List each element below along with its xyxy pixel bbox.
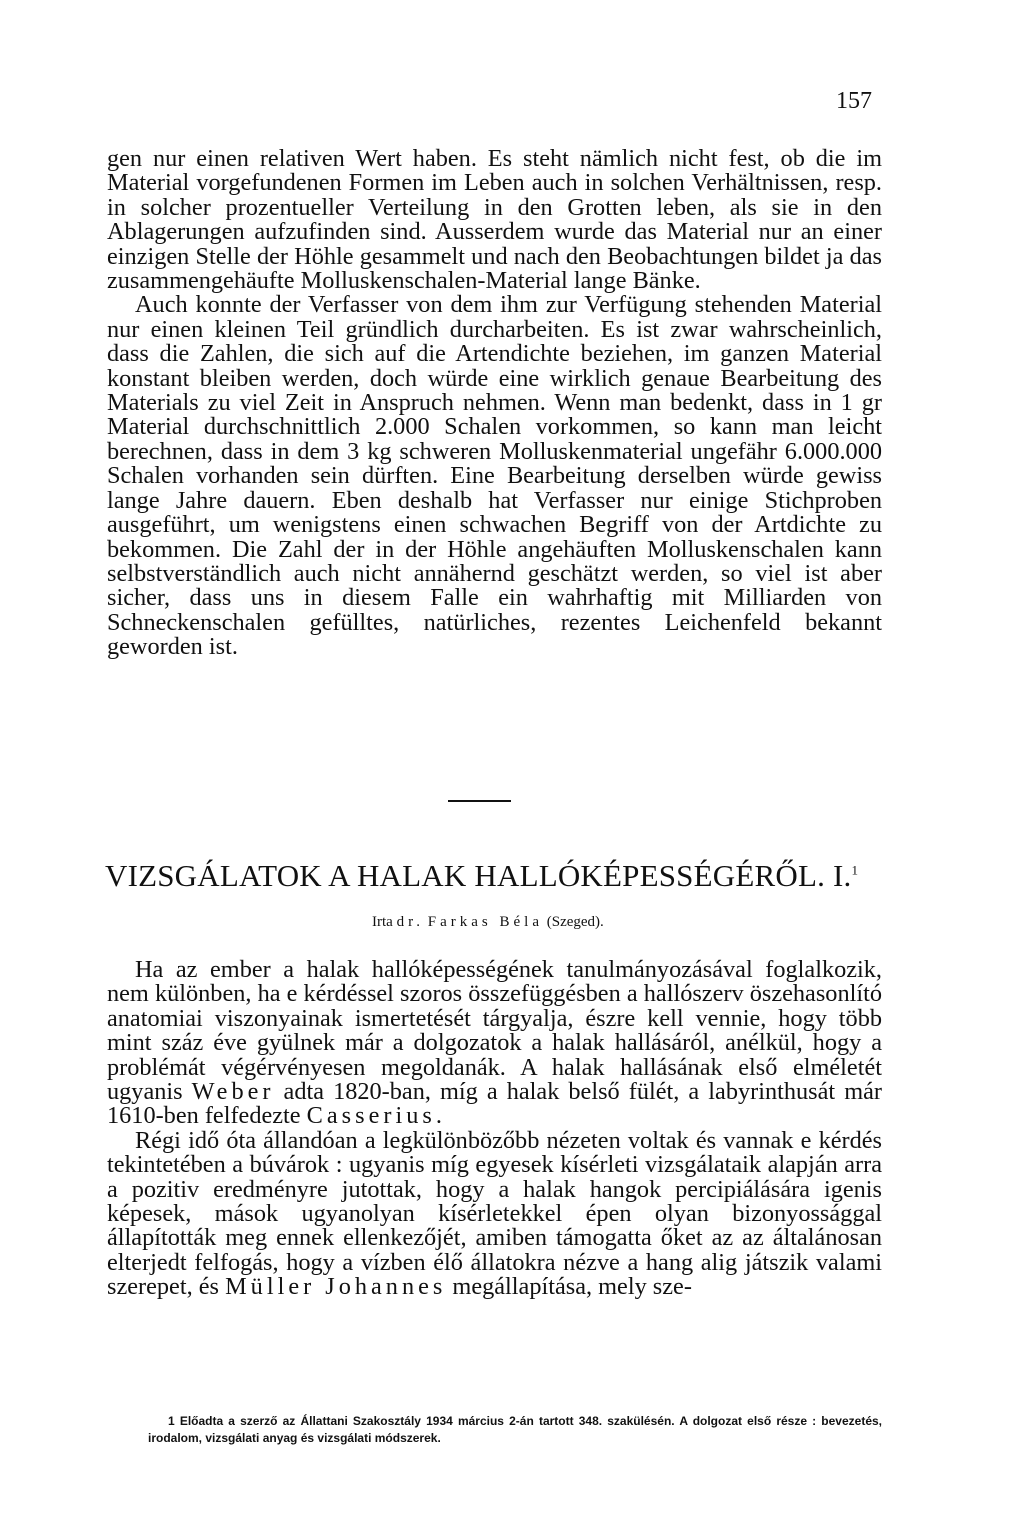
paragraph: Auch konnte der Verfasser von dem ihm zur Verfügung stehenden Material nur einen kleinen Teil gründlich durcharbeiten. Es ist zwar wahrscheinlich, dass die Zahlen, die sich auf die Artendichte beziehen, im ganzen Material konstant bleiben werden, doch würde eine wirklich genaue Bearbeitung des Materials zu viel Zeit in Anspruch nehmen. Wenn man bedenkt, dass in 1 gr Material durchschnittlich 2.000 Schalen vorkommen, so kann man leicht berechnen, dass in dem 3 kg schweren Molluskenmaterial ungefähr 6.000.000 Schalen vorhanden sein dürften. Eine Bearbeitung derselben würde gewiss lange Jahre dauern. Eben deshalb hat Verfasser nur einige Stichproben ausgeführt, um wenigstens einen schwachen Begriff von der Artdichte zu bekommen. Die Zahl der in der Höhle angehäuften Molluskenschalen kann selbstverständlich auch nicht annähernd geschätzt werden, so viel ist aber sicher, dass uns in diesem Falle ein wahrhaftig mit Milliarden von Schneckenschalen gefülltes, natürliches, rezentes Leichenfeld bekannt geworden ist. [107,291,882,661]
author-name: Farkas Béla [427,914,543,930]
text-run: Régi idő óta állandóan a legkülönbözőbb nézeten voltak és vannak e kérdés tekintetében a búvárok : ugyanis míg egyesek kísérleti vizsgálataik alapján arra a pozitiv eredményre jutottak, hogy a halak hangok percipiálására igenis képesek, mások ugyanolyan kísérletekkel épen olyan bizonyossággal állapították meg ennek ellenkezőjét, amiben támogatta őket az az általánosan elterjedt felfogás, hogy a vízben élő állatokra nézve a hang alig játszik valami szerepet, és [107,1126,882,1301]
byline-prefix: Irta [372,914,393,930]
byline-title: dr. [396,914,424,930]
paragraph [107,1126,882,1301]
person-name: Müller Johannes [225,1273,447,1301]
page-number: 157 [836,88,872,114]
author-byline [372,914,604,931]
text-run: Ha az ember a halak hallóképességének tanulmányozásával foglalkozik, nem különben, ha e kérdéssel szoros összefüggésben a hallószerv öszehasonlító anatomiai viszonyainak ismertetését tárgyalja, észre kell vennie, hogy több mint száz éve gyülnek már a dolgozatok a halak hallásáról, anélkül, hogy a problémát végérvényesen megoldanák. A halak hallásának első elméletét ugyanis [107,956,882,1106]
section-title [105,858,885,894]
person-name: Casserius [306,1102,436,1130]
title-footnote-mark: 1 [851,862,859,878]
text-run: adta 1820-ban, míg a halak belső fülét, a labyrinthusát már 1610-ben felfedezte [107,1078,882,1130]
paragraph: gen nur einen relativen Wert haben. Es steht nämlich nicht fest, ob die im Material vorgefundenen Formen im Leben auch in solchen Verhältnissen, resp. in solcher prozentueller Verteilung in den Grotten leben, als sie in den Ablagerungen aufzufinden sind. Ausserdem wurde das Material nur an einer einzigen Stelle der Höhle gesammelt und nach den Beobachtungen bildet ja das zusammengehäufte Molluskenschalen-Material lange Bänke. [107,145,882,295]
text-run: . [435,1102,442,1130]
continued-text-block [107,147,882,660]
section-title-text: VIZSGÁLATOK A HALAK HALLÓKÉPESSÉGÉRŐL. I. [105,858,852,893]
text-run: megállapítása, mely sze- [452,1273,692,1301]
footnote-text: 1 Előadta a szerző az Állattani Szakosztály 1934 március 2-án tartott 348. szakülésén. A dolgozat első része : bevezetés, irodalom, vizsgálati anyag és vizsgálati módszerek. [148,1414,882,1445]
article-text-block [107,958,882,1300]
person-name: Weber [191,1078,275,1106]
footnote [148,1413,882,1447]
author-place: (Szeged). [546,914,604,930]
section-divider [448,800,511,802]
paragraph [107,958,882,1129]
